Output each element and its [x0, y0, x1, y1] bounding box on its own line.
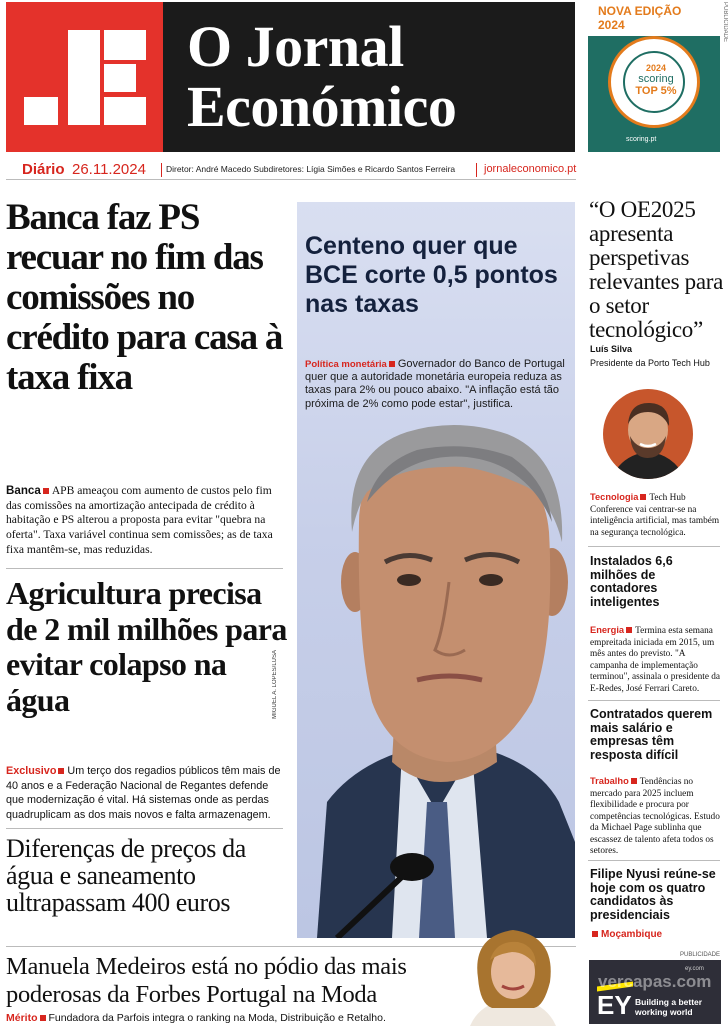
newspaper-logo [6, 2, 163, 152]
quote-author: Luís Silva [590, 344, 633, 354]
tag-square-icon [43, 488, 49, 494]
contratados-headline[interactable]: Contratados querem mais salário e empresas têm resposta difícil [590, 707, 713, 762]
divider [588, 700, 720, 701]
masthead-title-line1: O Jornal [187, 14, 404, 79]
agri-headline[interactable]: Agricultura precisa de 2 mil milhões para evitar colapso na água [6, 575, 287, 718]
ey-logo: EY [597, 990, 632, 1020]
trabalho-summary-text: Tendências no mercado para 2025 incluem flexibilidade e procura por competências tecnológicas. Estudo da Michael Page sublinha que escassez de talento afeta todos os setores. [590, 777, 720, 856]
site-url-link[interactable]: jornaleconomico.pt [484, 163, 577, 175]
tag-square-icon [40, 1015, 46, 1021]
badge-top: TOP 5% [635, 85, 677, 97]
tag-square-icon [389, 361, 395, 367]
feature-tag: Política monetária [305, 359, 387, 370]
feature-headline[interactable]: Centeno quer que BCE corte 0,5 pontos nas taxas [305, 232, 558, 318]
feature-summary [305, 358, 567, 411]
side-publicidade-label: PUBLICIDADE [722, 2, 728, 43]
edition-header [588, 2, 720, 36]
edition-label: NOVA EDIÇÃO [598, 4, 682, 18]
edition-date: 26.11.2024 [72, 161, 146, 178]
agua-headline[interactable]: Diferenças de preços da água e saneamento ultrapassam 400 euros [6, 834, 246, 917]
scoring-badge [608, 36, 700, 128]
staff-credits: Diretor: André Macedo Subdiretores: Lígia Simões e Ricardo Santos Ferreira [166, 164, 456, 174]
trabalho-tag: Trabalho [590, 776, 629, 786]
edition-year: 2024 [598, 18, 625, 32]
tech-tag: Tecnologia [590, 492, 639, 502]
energia-summary [590, 625, 722, 695]
manuela-medeiros-portrait [456, 926, 570, 1026]
divider [6, 828, 283, 829]
tag-square-icon [631, 778, 637, 784]
quote-author-role: Presidente da Porto Tech Hub [590, 358, 710, 368]
edition-type: Diário [22, 161, 65, 178]
agri-summary [6, 764, 286, 822]
nyusi-headline[interactable]: Filipe Nyusi reúne-se hoje com os quatro candidatos às presidenciais [590, 867, 716, 922]
mocambique-tag [590, 929, 662, 940]
tech-summary [590, 492, 722, 539]
agri-tag: Exclusivo [6, 765, 57, 777]
trabalho-summary [590, 776, 722, 858]
badge-url: scoring.pt [626, 136, 657, 143]
feature-summary-text: Governador do Banco de Portugal quer que a autoridade monetária europeia reduza as taxas para 2% ou pouco abaixo. "A inflação está tão próxima de 2% como pode estar", justifica. [305, 358, 565, 410]
info-bar [6, 160, 576, 180]
logo-mark-icon [6, 2, 163, 152]
agri-summary-text: Um terço dos regadios públicos têm mais de 40 anos e a Federação Nacional de Regantes defende que modernização é vital. Há sistemas onde as perdas quadruplicam as dos mais novos e falta armazenagem. [6, 765, 281, 821]
tech-summary-text: Tech Hub Conference vai centrar-se na inteligência artificial, mas também na segurança tecnológica. [590, 493, 720, 538]
medeiros-tag: Mérito [6, 1012, 38, 1024]
medeiros-summary [6, 1012, 456, 1024]
tag-square-icon [626, 627, 632, 633]
ad-url: ey.com [685, 966, 704, 972]
masthead-title [163, 2, 575, 152]
ad-tagline: Building a better working world [635, 997, 703, 1017]
advertisement-label: PUBLICIDADE [680, 952, 721, 958]
badge-year: 2024 [645, 63, 667, 73]
pull-quote[interactable]: “O OE2025 apresenta perspetivas relevantes para o setor tecnológico” [589, 197, 724, 342]
lead-summary-text: APB ameaçou com aumento de custos pelo fim das comissões na amortização antecipada de crédito à habitação e PS alterou a proposta para evitar "quebra na oferta". Taxa variável continua sem comissões; as de taxa fixa mantêm-se, mas reduzidas. [6, 484, 273, 556]
contadores-headline[interactable]: Instalados 6,6 milhões de contadores inteligentes [590, 554, 673, 609]
scoring-award-ad[interactable] [588, 2, 720, 152]
luis-silva-portrait [602, 388, 694, 480]
ey-advertisement[interactable] [589, 960, 721, 1024]
feature-story[interactable] [297, 202, 575, 938]
medeiros-summary-text: Fundadora da Parfois integra o ranking na Moda, Distribuição e Retalho. [48, 1012, 386, 1024]
energia-tag: Energia [590, 625, 625, 635]
tag-square-icon [592, 931, 598, 937]
lead-tag: Banca [6, 484, 41, 497]
mocambique-tag-text: Moçambique [601, 929, 663, 940]
photo-credit: MIGUEL A. LOPES/LUSA [272, 650, 278, 719]
lead-summary [6, 484, 286, 558]
lead-headline[interactable]: Banca faz PS recuar no fim das comissões no crédito para casa à taxa fixa [6, 197, 283, 398]
tag-square-icon [58, 768, 64, 774]
watermark: vercapas.com [598, 972, 712, 991]
divider [161, 163, 162, 177]
tag-square-icon [640, 494, 646, 500]
divider [6, 568, 283, 569]
divider [476, 163, 477, 177]
badge-scoring: scoring [638, 73, 674, 85]
medeiros-headline[interactable]: Manuela Medeiros está no pódio das mais poderosas da Forbes Portugal na Moda [6, 953, 407, 1008]
scoring-badge-inner [623, 51, 685, 113]
divider [588, 860, 720, 861]
divider [588, 546, 720, 547]
masthead-title-line2: Económico [187, 74, 457, 139]
energia-summary-text: Termina esta semana empreitada iniciada em 2015, um mês antes do previsto. "A campanha de implementação terminou", assinala o presidente da E-Redes, José Ferrari Careto. [590, 626, 721, 694]
